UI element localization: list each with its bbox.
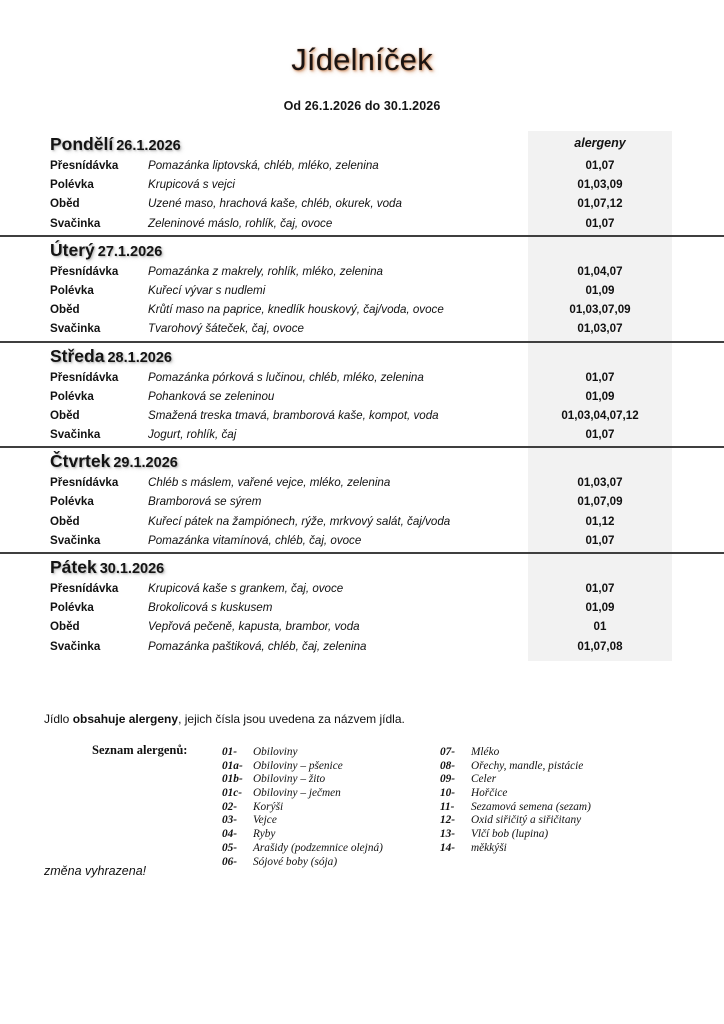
day-header-label (50, 557, 164, 578)
meal-description: Krupicová kaše s grankem, čaj, ovoce (148, 582, 344, 595)
meal-row (0, 216, 724, 235)
legend-column-left (222, 742, 383, 868)
meal-row (0, 158, 724, 177)
legend-item-text: Obiloviny – pšenice (253, 759, 343, 772)
legend-item-text: Obiloviny – ječmen (253, 787, 341, 800)
meal-allergens: 01,09 (585, 601, 615, 615)
meal-label: Přesnídávka (50, 582, 119, 595)
meal-label: Polévka (50, 178, 94, 192)
day-block (0, 131, 724, 235)
legend-item-number: 09- (440, 773, 456, 786)
legend-item-number: 01b- (222, 773, 243, 786)
meal-allergens: 01,07,12 (577, 197, 623, 211)
menu-table (0, 131, 724, 661)
page-title: Jídelníček (291, 42, 433, 77)
legend-item (222, 824, 383, 841)
meal-label: Svačinka (50, 428, 101, 442)
legend-item (222, 756, 383, 770)
legend-item-text: Obiloviny – žito (253, 773, 326, 786)
legend-item-text: Ryby (253, 828, 276, 841)
legend-item-number: 03- (222, 814, 238, 827)
meal-allergens: 01,07 (585, 370, 615, 384)
legend-item-text: Vlčí bob (lupina) (471, 828, 549, 841)
legend-item-number: 13- (440, 828, 456, 841)
legend-item-text: Hořčice (471, 787, 508, 800)
meal-description: Pomazánka z makrely, rohlík, mléko, zelenina (148, 264, 383, 278)
legend-item-number: 14- (440, 841, 456, 854)
meal-description: Pomazánka pórková s lučinou, chléb, mléko, zelenina (148, 370, 424, 384)
meal-allergens: 01,07 (585, 428, 615, 442)
meal-description: Smažená treska tmavá, bramborová kaše, kompot, voda (148, 408, 439, 422)
day-header (0, 448, 724, 475)
meal-description: Vepřová pečeně, kapusta, brambor, voda (148, 620, 360, 634)
day-list (0, 131, 724, 661)
meal-label: Polévka (50, 495, 94, 509)
meal-allergens: 01,12 (585, 514, 615, 528)
day-header-label (50, 134, 181, 155)
day-header-label (50, 240, 162, 261)
meal-label: Oběd (50, 197, 80, 211)
meal-row (0, 600, 724, 619)
day-name: Středa (50, 345, 105, 366)
meal-row (0, 370, 724, 389)
meal-row (0, 639, 724, 661)
legend-title: Seznam alergenů: (92, 743, 188, 757)
meal-label: Přesnídávka (50, 370, 119, 384)
legend-item (222, 783, 383, 800)
meal-label: Polévka (50, 601, 94, 615)
legend-item (440, 756, 591, 770)
allergen-column-header: alergeny (574, 136, 626, 150)
day-header-label (50, 451, 178, 472)
meal-row (0, 533, 724, 552)
meal-row (0, 302, 724, 321)
day-name: Pátek (50, 557, 97, 577)
meal-row (0, 514, 724, 533)
meal-description: Uzené maso, hrachová kaše, chléb, okurek, voda (148, 197, 402, 211)
meal-description: Brokolicová s kuskusem (148, 601, 273, 615)
legend-item-number: 06- (222, 855, 238, 868)
legend-item-number: 04- (222, 828, 238, 841)
day-block (0, 235, 724, 341)
legend-item (222, 769, 383, 786)
day-block (0, 446, 724, 552)
meal-row (0, 427, 724, 446)
meal-row (0, 581, 724, 600)
legend-item (222, 742, 383, 756)
day-name: Pondělí (50, 134, 114, 154)
meal-label: Polévka (50, 283, 94, 297)
day-block (0, 341, 724, 447)
legend-item-text: Mléko (471, 746, 500, 758)
meal-label: Svačinka (50, 639, 101, 653)
date-range-subtitle: Od 26.1.2026 do 30.1.2026 (283, 99, 441, 113)
legend-item (440, 769, 591, 786)
legend-item (440, 742, 591, 756)
legend-item (222, 797, 383, 811)
meal-label: Svačinka (50, 216, 101, 230)
day-header (0, 343, 724, 370)
meal-label: Polévka (50, 389, 94, 403)
legend-item-text: Korýši (253, 800, 284, 813)
meal-description: Bramborová se sýrem (148, 495, 262, 509)
meal-label: Oběd (50, 514, 80, 528)
meal-row (0, 264, 724, 283)
legend-item-number: 01c- (222, 787, 243, 800)
meal-label: Oběd (50, 408, 80, 422)
legend-item (222, 852, 383, 866)
day-date: 29.1.2026 (113, 455, 178, 472)
day-header (0, 131, 724, 158)
meal-description: Chléb s máslem, vařené vejce, mléko, zelenina (148, 476, 391, 490)
meal-allergens: 01,04,07 (577, 264, 623, 278)
meal-row (0, 408, 724, 427)
day-date: 28.1.2026 (107, 349, 172, 366)
meal-description: Krupicová s vejci (148, 178, 235, 192)
meal-description: Krůtí maso na paprice, knedlík houskový, čaj/voda, ovoce (148, 303, 444, 317)
meal-row (0, 196, 724, 215)
legend-item-number: 07- (440, 746, 456, 758)
meal-description: Jogurt, rohlík, čaj (148, 428, 237, 442)
meal-allergens: 01,03,07 (577, 322, 623, 336)
meal-allergens: 01,09 (585, 283, 615, 297)
meal-description: Tvarohový šáteček, čaj, ovoce (148, 322, 304, 336)
legend-column-right (440, 742, 591, 852)
meal-label: Oběd (50, 303, 80, 317)
legend-item-text: Sezamová semena (sezam) (471, 800, 591, 813)
meal-allergens: 01,03,07,09 (569, 303, 631, 317)
legend-intro-bold: obsahuje alergeny (72, 712, 179, 726)
day-header (0, 554, 724, 581)
meal-row (0, 475, 724, 494)
meal-row (0, 283, 724, 302)
meal-row (0, 321, 724, 340)
day-date: 30.1.2026 (99, 561, 165, 577)
legend-item-number: 08- (440, 759, 456, 772)
meal-label: Oběd (50, 620, 80, 634)
title-area (0, 0, 724, 78)
meal-allergens: 01,07 (585, 216, 615, 230)
meal-description: Pomazánka liptovská, chléb, mléko, zelenina (148, 159, 379, 172)
meal-allergens: 01,07 (585, 159, 615, 172)
legend-item-text: měkkýši (471, 841, 507, 854)
legend-item-number: 10- (440, 787, 456, 800)
legend-intro-prefix: Jídlo (44, 712, 73, 726)
legend-item (222, 810, 383, 827)
change-reserved-note: změna vyhrazena! (44, 864, 147, 878)
meal-label: Přesnídávka (50, 476, 119, 490)
meal-label: Svačinka (50, 533, 101, 547)
day-name: Čtvrtek (50, 451, 111, 472)
meal-description: Zeleninové máslo, rohlík, čaj, ovoce (148, 216, 333, 230)
legend-item (440, 797, 591, 811)
meal-row (0, 177, 724, 196)
meal-row (0, 389, 724, 408)
meal-label: Přesnídávka (50, 264, 119, 278)
legend-item (440, 838, 591, 852)
legend-item-text: Obiloviny (253, 746, 298, 758)
legend-item (440, 783, 591, 800)
meal-allergens: 01 (593, 620, 607, 634)
meal-allergens: 01,03,09 (577, 178, 623, 192)
legend-item-number: 11- (440, 800, 455, 813)
legend-item-number: 01- (222, 746, 238, 758)
legend-item-text: Arašidy (podzemnice olejná) (253, 841, 383, 854)
legend-item (440, 824, 591, 841)
legend-intro-suffix: , jejich čísla jsou uvedena za názvem jídla. (178, 712, 405, 726)
legend-item-number: 12- (440, 814, 456, 827)
meal-allergens: 01,07 (585, 582, 615, 595)
meal-allergens: 01,07 (585, 533, 615, 547)
meal-allergens: 01,03,04,07,12 (561, 408, 639, 422)
legend-item (440, 810, 591, 827)
legend-item-text: Vejce (253, 814, 277, 827)
meal-row (0, 619, 724, 638)
meal-row (0, 494, 724, 513)
meal-allergens: 01,07,08 (577, 639, 623, 653)
day-header-label (50, 346, 172, 367)
meal-allergens: 01,07,09 (577, 495, 623, 509)
legend-item-number: 02- (222, 800, 238, 813)
legend-item-number: 05- (222, 841, 238, 854)
legend-item-text: Ořechy, mandle, pistácie (471, 759, 584, 772)
meal-description: Pomazánka paštiková, chléb, čaj, zelenina (148, 639, 367, 653)
day-block (0, 552, 724, 661)
day-date: 26.1.2026 (116, 138, 181, 154)
legend-item-text: Celer (471, 773, 497, 786)
day-header (0, 237, 724, 264)
meal-description: Pomazánka vitamínová, chléb, čaj, ovoce (148, 533, 362, 547)
legend-intro-text (44, 712, 405, 726)
legend-item (222, 838, 383, 852)
day-name: Úterý (50, 239, 95, 260)
legend-item-text: Sójové boby (sója) (253, 855, 338, 868)
day-date: 27.1.2026 (97, 243, 163, 260)
legend-item-text: Oxid siřičitý a siřičitany (471, 814, 582, 827)
legend-item-number: 01a- (222, 759, 243, 772)
meal-description: Kuřecí pátek na žampiónech, rýže, mrkvový salát, čaj/voda (148, 514, 451, 528)
meal-description: Pohanková se zeleninou (148, 389, 275, 403)
meal-label: Přesnídávka (50, 159, 119, 172)
meal-allergens: 01,09 (585, 389, 615, 403)
meal-label: Svačinka (50, 322, 101, 336)
meal-description: Kuřecí vývar s nudlemi (148, 283, 266, 297)
meal-allergens: 01,03,07 (577, 476, 623, 490)
